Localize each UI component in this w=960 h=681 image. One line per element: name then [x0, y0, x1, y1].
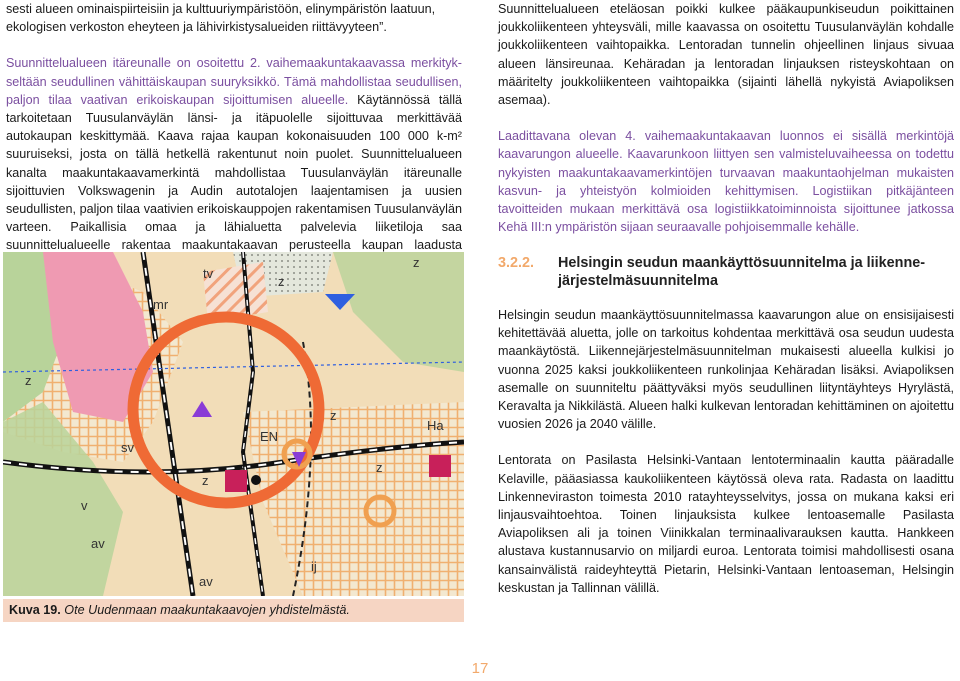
caption-label: Kuva 19. [9, 603, 61, 617]
page-number: 17 [471, 660, 489, 677]
map-label-z: z [202, 473, 209, 488]
map-label-sv: sv [121, 440, 134, 455]
figure-caption [3, 599, 464, 622]
caption-text: Ote Uudenmaan maakuntakaavojen yhdistelmästä. [60, 603, 350, 617]
map-label-tv: tv [203, 266, 214, 281]
map-label-mr: mr [153, 297, 169, 312]
right-text-column [498, 0, 954, 236]
left-p1-line2: ekologisen verkoston eheyteen ja lähivirkistysalueiden riittävyyteen”. [6, 20, 387, 35]
section-number: 3.2.2. [498, 255, 535, 271]
magenta-marker-2 [429, 455, 451, 477]
right-paragraph-3: Helsingin seudun maankäyttösuunnitelmassa kaavarungon alue on ensisijaisesti kehitettävää aluetta, jolle on tarkoitus kohdentaa merkittävä osa seudun uudesta maankäytöstä. Liikennejärjestelmäsuunnitelman mukaisesti alueella kulkisi jo vuonna 2025 kaksi joukkoliikenteen runkolinjaa Kehäradan lisäksi. Aviapoliksen asemalle on suunniteltu päättyväksi myös seudullinen liityntäyhteys Hyrylästä, Keravalta ja Nikkilästä. Alueen halki kulkevan lentoradan kehittäminen on ajoitettu vuosien 2026 ja 2040 välille. [498, 308, 954, 432]
section-title [558, 254, 925, 290]
left-paragraph-1 [6, 0, 462, 36]
map-label-z: z [278, 274, 285, 289]
regional-plan-map [3, 252, 464, 596]
magenta-marker-1 [225, 470, 247, 492]
left-p2-highlight: Suunnittelualueen itäreunalle on osoitettu 2. vaihemaakuntakaavassa merkitykseltään seudullinen vähittäiskaupan suuryksikkö. Tämä mahdollistaa seudullisen, paljon tilaa vaativan erikoiskaupan sijoittumisen alueelle. [6, 56, 462, 107]
left-paragraph-2 [6, 54, 462, 272]
section-heading [498, 254, 954, 290]
map-drawing [3, 252, 464, 596]
map-label-en: EN [260, 429, 279, 444]
map-label-ij: ij [311, 559, 317, 574]
right-paragraph-1: Suunnittelualueen eteläosan poikki kulkee pääkaupunkiseudun poikittainen joukkoliikenteen yhteysväli, mille kaavassa on osoitettu Tuusulanväylän kohdalle joukkoliikenteen vaihtopaikka. Lentoradan tunnelin ohjeellinen linjaus sivuaa alueen länsireunaa. Kehäradan ja lentoradan linjauksen risteyskohtaan on määritelty joukkoliikenteen vaihtopaikka (sijainti lähellä nykyistä Aviapoliksen asemaa). [498, 2, 954, 108]
map-label-z: z [25, 373, 32, 388]
map-label-av: av [199, 574, 213, 589]
map-label-z: z [376, 460, 383, 475]
station-marker [251, 475, 261, 485]
map-label-ha: Ha [427, 418, 444, 433]
right-paragraph-2: Laadittavana olevan 4. vaihemaakuntakaavan luonnos ei sisällä merkintöjä kaavarungon alueelle. Kaavarunkoon liittyen sen valmisteluvaiheessa on todettu nykyisten maakuntakaavamerkintöjen turvaavan maakuntaohjelman mukaisten kasvun- ja yhteistyön kolmioiden kehittymisen. Logistiikan pitkäjänteen tavoitteiden mukaan merkittävä osa logistiikkatoiminnoista sijoittunee jatkossa Kehä III:n ympäristön sijaan seuraavalle pohjoisemmalle kehälle. [498, 129, 954, 235]
map-label-av: av [91, 536, 105, 551]
left-p1-line1: sesti alueen ominaispiirteisiin ja kulttuuriympäristöön, elinympäristön laatuun, [6, 2, 436, 16]
right-paragraph-4: Lentorata on Pasilasta Helsinki-Vantaan lentoterminaalin kautta pääradalle Kelaville, pääasiassa kaukoliikenteen käytössä oleva rata. Radasta on laadittu Linkenneviraston toimesta 2010 ratayhteysselvitys, jossa on mukana kaksi eri linjausvaihtoehtoa. Toinen linjauksista kulkee lentoasemalle Pasilasta Aviapoliksen ali ja toinen Viinikkalan terminaalivarauksen kautta. Hankkeen alustava kustannusarvio on miljardi euroa. Lentorata toimisi mahdollisesti osana kansainvälistä raideyhteyttä Pietarin, Helsinki-Vantaan lentoaseman, Helsingin keskustan ja Tallinnan välillä. [498, 453, 954, 595]
map-label-v: v [81, 498, 88, 513]
map-label-z: z [330, 408, 337, 423]
map-label-z: z [413, 255, 420, 270]
left-p2-rest: Käytännössä tällä tarkoitetaan Tuusulanväylän länsi- ja itäpuolelle sijoittuvaa merkittävää autokaupan keskittymää. Kaava rajaa kaupan kokonaisuuden 100 000 k-m² suuruiseksi, josta on tällä hetkellä rakentunut noin puolet. Suunnittelualueen kanalta maakuntakaavamerkintä mahdollistaa Tuusulanväylän itäreunalle sijoittuvien Volkswagenin ja Audin autotalojen laajentamisen ja uusien seudullisten, paljon tilaa vaativien erikoiskauppojen rakentamisen Tuusulanväylän varteen. Paikallisia omaa ja lähialuetta palvelevia liiketiloja saa suunnittelualueelle rakentaa maakuntakaavan perusteella kaupan laadusta [6, 92, 463, 253]
right-lower-text [498, 306, 954, 597]
section-title-line1: Helsingin seudun maankäyttösuunnitelma ja liikenne- [558, 255, 926, 271]
section-title-line2: järjestelmäsuunnitelma [558, 273, 718, 289]
left-text-column [6, 0, 462, 273]
